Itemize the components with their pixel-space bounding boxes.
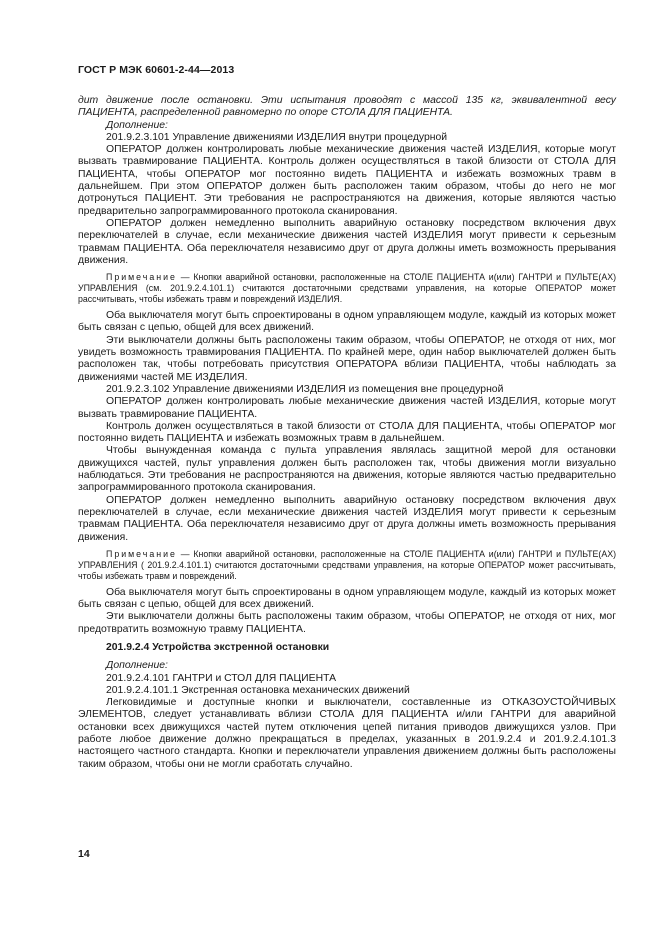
- paragraph: Легковидимые и доступные кнопки и выключатели, составленные из ОТКАЗОУСТОЙЧИВЫХ ЭЛЕМЕНТОВ, следует устанавливать вблизи СТОЛА ДЛЯ ПАЦИЕНТА и/или ГАНТРИ для аварийной остановки всех движущихся частей путем отключения цепей питания приводов движущихся узлов. При работе любое движение должно прекращаться в пределах, указанных в 201.9.2.4 и 201.9.2.4.101.3 настоящего частного стандарта. Кнопки и переключатели управления движением должны быть расположены таким образом, чтобы они не могли сработать случайно.: [78, 697, 616, 770]
- addition-label: Дополнение:: [106, 660, 168, 672]
- note-text: — Кнопки аварийной остановки, расположенные на СТОЛЕ ПАЦИЕНТА и(или) ГАНТРИ и ПУЛЬТЕ(АХ) УПРАВЛЕНИЯ (см. 201.9.2.4.101.1) считаются достаточными средствами управления, на которые ОПЕРАТОР может рассчитывать, чтобы избежать травм и повреждений ИЗДЕЛИЯ.: [78, 272, 616, 305]
- paragraph: ОПЕРАТОР должен контролировать любые механические движения частей ИЗДЕЛИЯ, которые могут вызвать травмирование ПАЦИЕНТА. Контроль должен осуществляться в такой близости от СТОЛА ДЛЯ ПАЦИЕНТА, чтобы ОПЕРАТОР мог постоянно видеть ПАЦИЕНТА и избежать возможных травм в дальнейшем. При этом ОПЕРАТОР должен быть расположен таким образом, чтобы до него не мог дотронуться ПАЦИЕНТ. Эти требования не распространяются на движения, которые являются частью предварительно запрограммированного протокола сканирования.: [78, 144, 616, 217]
- paragraph: Эти выключатели должны быть расположены таким образом, чтобы ОПЕРАТОР, не отходя от них, мог предотвратить возможную травму ПАЦИЕНТА.: [78, 611, 616, 635]
- clause-heading: 201.9.2.4.101 ГАНТРИ и СТОЛ ДЛЯ ПАЦИЕНТА: [106, 672, 337, 684]
- note-label: Примечание: [106, 272, 177, 283]
- paragraph: Эти выключатели должны быть расположены таким образом, чтобы ОПЕРАТОР, не отходя от них, мог увидеть возможность травмирования ПАЦИЕНТА. По крайней мере, один набор выключателей должен быть расположен так, чтобы потребовать присутствия ОПЕРАТОРА вблизи ПАЦИЕНТА, чтобы наблюдать за движениями частей МЕ ИЗДЕЛИЯ.: [78, 334, 616, 383]
- page-header: ГОСТ Р МЭК 60601-2-44—2013: [78, 64, 235, 76]
- paragraph: дит движение после остановки. Эти испытания проводят с массой 135 кг, эквивалентной весу ПАЦИЕНТА, распределенной равномерно по опоре СТОЛА ДЛЯ ПАЦИЕНТА.: [78, 95, 616, 119]
- note-label: Примечание: [106, 548, 177, 559]
- note: [78, 272, 616, 305]
- addition-label: Дополнение:: [106, 119, 168, 131]
- note: [78, 549, 616, 582]
- clause-heading: 201.9.2.3.102 Управление движениями ИЗДЕЛИЯ из помещения вне процедурной: [106, 383, 504, 395]
- clause-heading: 201.9.2.4.101.1 Экстренная остановка механических движений: [106, 684, 410, 696]
- paragraph: Чтобы вынужденная команда с пульта управления являлась защитной мерой для остановки движущихся частей, пульт управления должен быть расположен так, чтобы движения могли визуально наблюдаться. Эти требования не распространяются на движения, которые являются частью предварительно запрограммированного протокола сканирования.: [78, 445, 616, 494]
- paragraph: ОПЕРАТОР должен контролировать любые механические движения частей ИЗДЕЛИЯ, которые могут вызвать травмирование ПАЦИЕНТА.: [78, 396, 616, 420]
- document-body: [78, 95, 616, 771]
- paragraph: Контроль должен осуществляться в такой близости от СТОЛА ДЛЯ ПАЦИЕНТА, чтобы ОПЕРАТОР мог постоянно видеть ПАЦИЕНТА и избежать возможных травм в дальнейшем.: [78, 420, 616, 445]
- paragraph: ОПЕРАТОР должен немедленно выполнить аварийную остановку посредством включения двух переключателей в случае, если механические движения частей ИЗДЕЛИЯ могут привести к серьезным травмам ПАЦИЕНТА. Оба переключателя независимо друг от друга должны иметь возможность прерывания движения.: [78, 494, 616, 543]
- section-heading: 201.9.2.4 Устройства экстренной остановки: [106, 641, 330, 653]
- page-number: 14: [78, 848, 90, 860]
- paragraph: Оба выключателя могут быть спроектированы в одном управляющем модуле, каждый из которых может быть связан с цепью, общей для всех движений.: [78, 586, 616, 611]
- clause-heading: 201.9.2.3.101 Управление движениями ИЗДЕЛИЯ внутри процедурной: [106, 131, 448, 143]
- paragraph: ОПЕРАТОР должен немедленно выполнить аварийную остановку посредством включения двух переключателей в случае, если механические движения частей ИЗДЕЛИЯ могут привести к серьезным травмам ПАЦИЕНТА. Оба переключателя независимо друг от друга должны иметь возможность прерывания движения.: [78, 217, 616, 266]
- note-text: — Кнопки аварийной остановки, расположенные на СТОЛЕ ПАЦИЕНТА и(или) ГАНТРИ и ПУЛЬТЕ(АХ) УПРАВЛЕНИЯ ( 201.9.2.4.101.1) считаются достаточными средствами управления, на которые ОПЕРАТОР может рассчитывать, чтобы избежать травм и повреждений.: [78, 548, 616, 581]
- paragraph: Оба выключателя могут быть спроектированы в одном управляющем модуле, каждый из которых может быть связан с цепью, общей для всех движений.: [78, 310, 616, 334]
